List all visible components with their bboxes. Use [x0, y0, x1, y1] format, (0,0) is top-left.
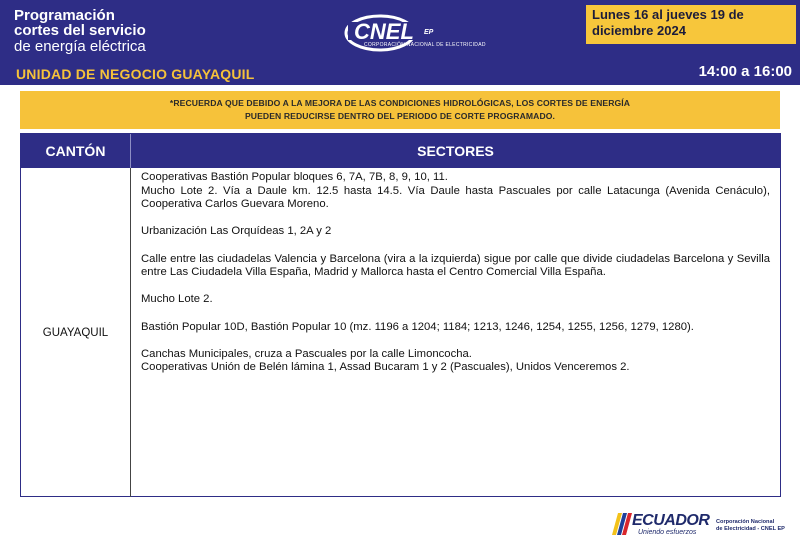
- sector-line: Bastión Popular 10D, Bastión Popular 10 (mz. 1196 a 1204; 1184; 1213, 1246, 1254, 1255, 1256, 1279, 1280).: [141, 320, 694, 333]
- column-header-sectores: SECTORES: [417, 143, 494, 159]
- sector-spacer: [141, 212, 770, 226]
- sector-spacer: [141, 280, 770, 294]
- corp-line-1: Corporación Nacional: [716, 519, 775, 525]
- svg-text:EP: EP: [424, 29, 434, 36]
- ecuador-stripes-icon: [612, 513, 632, 535]
- corp-line-2: de Electricidad - CNEL EP: [716, 526, 785, 533]
- sector-line: Canchas Municipales, cruza a Pascuales por la calle Limoncocha.: [141, 347, 472, 360]
- sector-spacer: [141, 239, 770, 253]
- logo-subtitle: CORPORACIÓN NACIONAL DE ELECTRICIDAD: [364, 42, 486, 48]
- svg-text:CNEL: CNEL: [354, 19, 414, 44]
- time-range: 14:00 a 16:00: [698, 63, 792, 80]
- sector-line: Mucho Lote 2.: [141, 293, 213, 306]
- sector-line: Urbanización Las Orquídeas 1, 2A y 2: [141, 225, 332, 238]
- cnel-logo-icon: [334, 12, 474, 56]
- column-header-canton: CANTÓN: [21, 134, 131, 168]
- schedule-table: [20, 133, 781, 497]
- date-range-badge: Lunes 16 al jueves 19 de diciembre 2024: [586, 5, 796, 44]
- sector-line: Calle entre las ciudadelas Valencia y Barcelona (vira a la izquierda) sigue por calle que divide ciudadelas Barcelona y Sevilla entre Las Ciudadela Villa España, Madrid y Mallorca hasta el Centro Comercial Villa España.: [141, 252, 770, 279]
- ecuador-tagline: Uniendo esfuerzos: [638, 529, 697, 536]
- header-title: [14, 8, 146, 55]
- table-header: [21, 134, 780, 168]
- sectores-cell: [141, 171, 770, 375]
- header-banner: [0, 0, 800, 85]
- ecuador-wordmark: ECUADOR: [632, 512, 710, 529]
- canton-cell: GUAYAQUIL: [42, 326, 109, 339]
- title-line-3: de energía eléctrica: [14, 38, 146, 55]
- sector-line: Cooperativas Unión de Belén lámina 1, Assad Bucaram 1 y 2 (Pascuales), Unidos Venceremos 2.: [141, 361, 630, 374]
- title-line-2: cortes del servicio: [14, 22, 146, 39]
- corporation-label: [716, 519, 785, 534]
- notice-line-2: PUEDEN REDUCIRSE DENTRO DEL PERIODO DE CORTE PROGRAMADO.: [244, 111, 556, 121]
- hydrological-notice: [20, 91, 780, 129]
- sector-spacer: [141, 334, 770, 348]
- title-line-1: Programación: [14, 7, 115, 24]
- sector-line: Mucho Lote 2. Vía a Daule km. 12.5 hasta 14.5. Vía Daule hasta Pascuales por calle Latacunga (Avenida Cenáculo), Cooperativa Carlos Guevara Moreno.: [141, 184, 770, 211]
- column-divider: [130, 168, 131, 497]
- notice-line-1: *RECUERDA QUE DEBIDO A LA MEJORA DE LAS CONDICIONES HIDROLÓGICAS, LOS CORTES DE ENERGÍA: [169, 98, 631, 108]
- business-unit-label: UNIDAD DE NEGOCIO GUAYAQUIL: [16, 66, 255, 82]
- sector-line: Cooperativas Bastión Popular bloques 6, 7A, 7B, 8, 9, 10, 11.: [141, 171, 448, 183]
- ecuador-logo: [612, 511, 712, 541]
- sector-spacer: [141, 307, 770, 321]
